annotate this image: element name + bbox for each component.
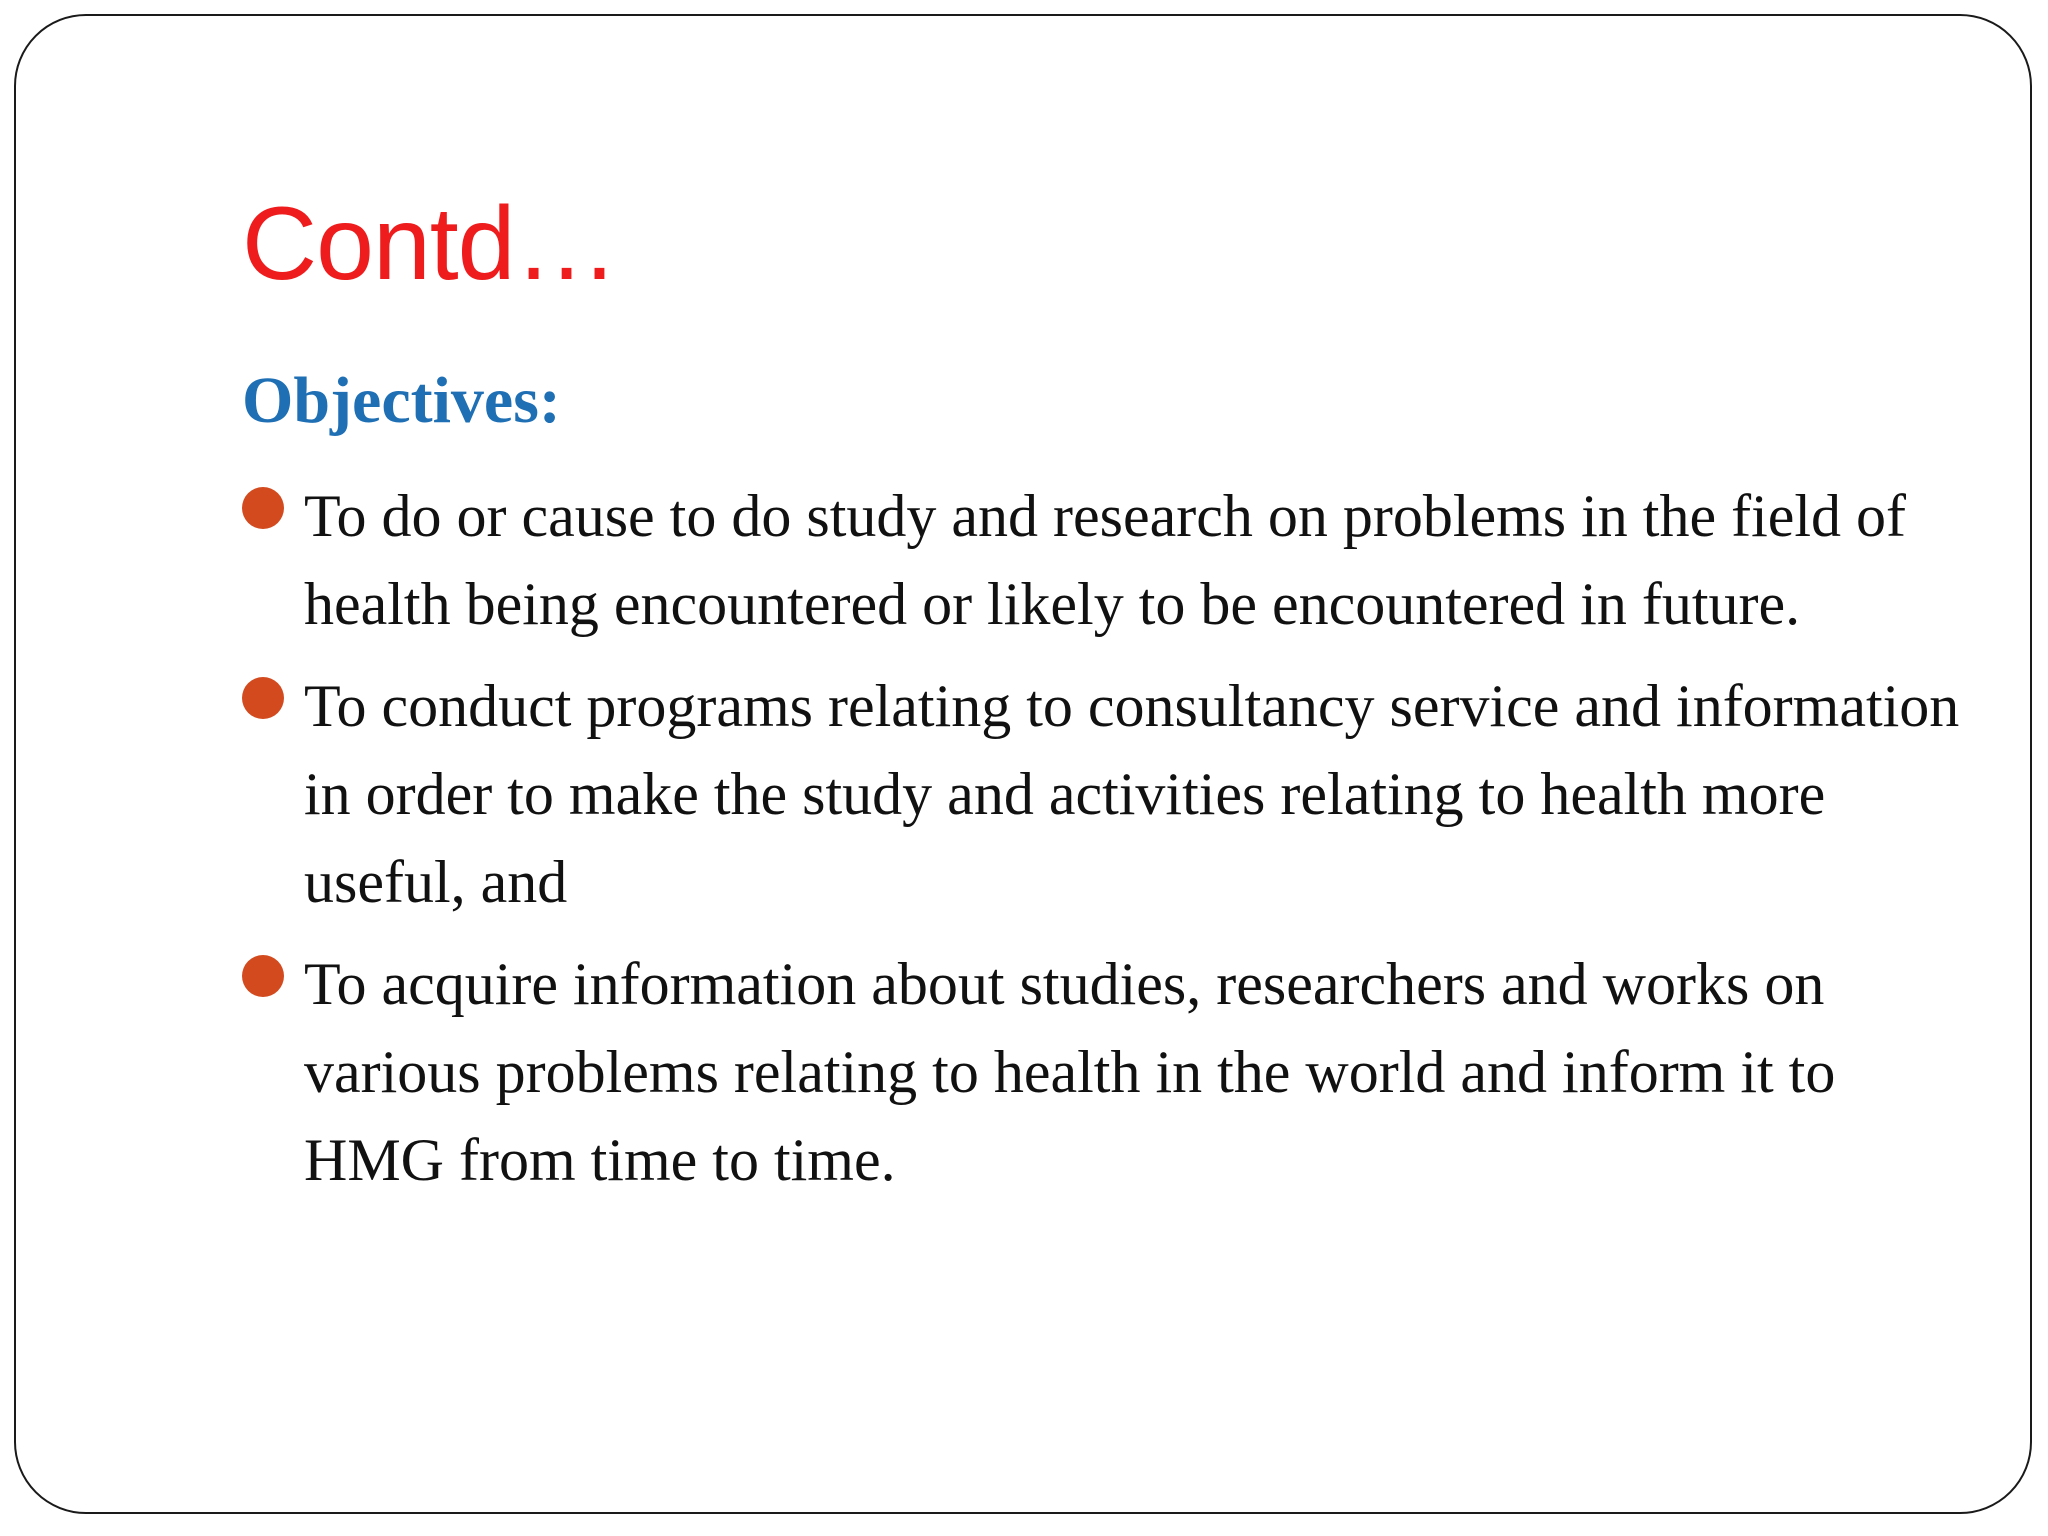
objectives-list xyxy=(242,472,1962,1218)
slide-title: Contd… xyxy=(242,186,618,302)
bullet-dot-icon xyxy=(242,487,284,529)
objectives-heading: Objectives: xyxy=(242,364,561,437)
list-item xyxy=(242,940,1962,1204)
slide-frame xyxy=(14,14,2032,1514)
list-item-text: To conduct programs relating to consultancy service and information in order to make the study and activities relating to health more useful, and xyxy=(304,673,1960,915)
list-item xyxy=(242,662,1962,926)
list-item-text: To acquire information about studies, researchers and works on various problems relating to health in the world and inform it to HMG from time to time. xyxy=(304,951,1836,1193)
list-item xyxy=(242,472,1962,648)
list-item-text: To do or cause to do study and research on problems in the field of health being encountered or likely to be encountered in future. xyxy=(304,483,1907,637)
bullet-dot-icon xyxy=(242,955,284,997)
bullet-dot-icon xyxy=(242,677,284,719)
